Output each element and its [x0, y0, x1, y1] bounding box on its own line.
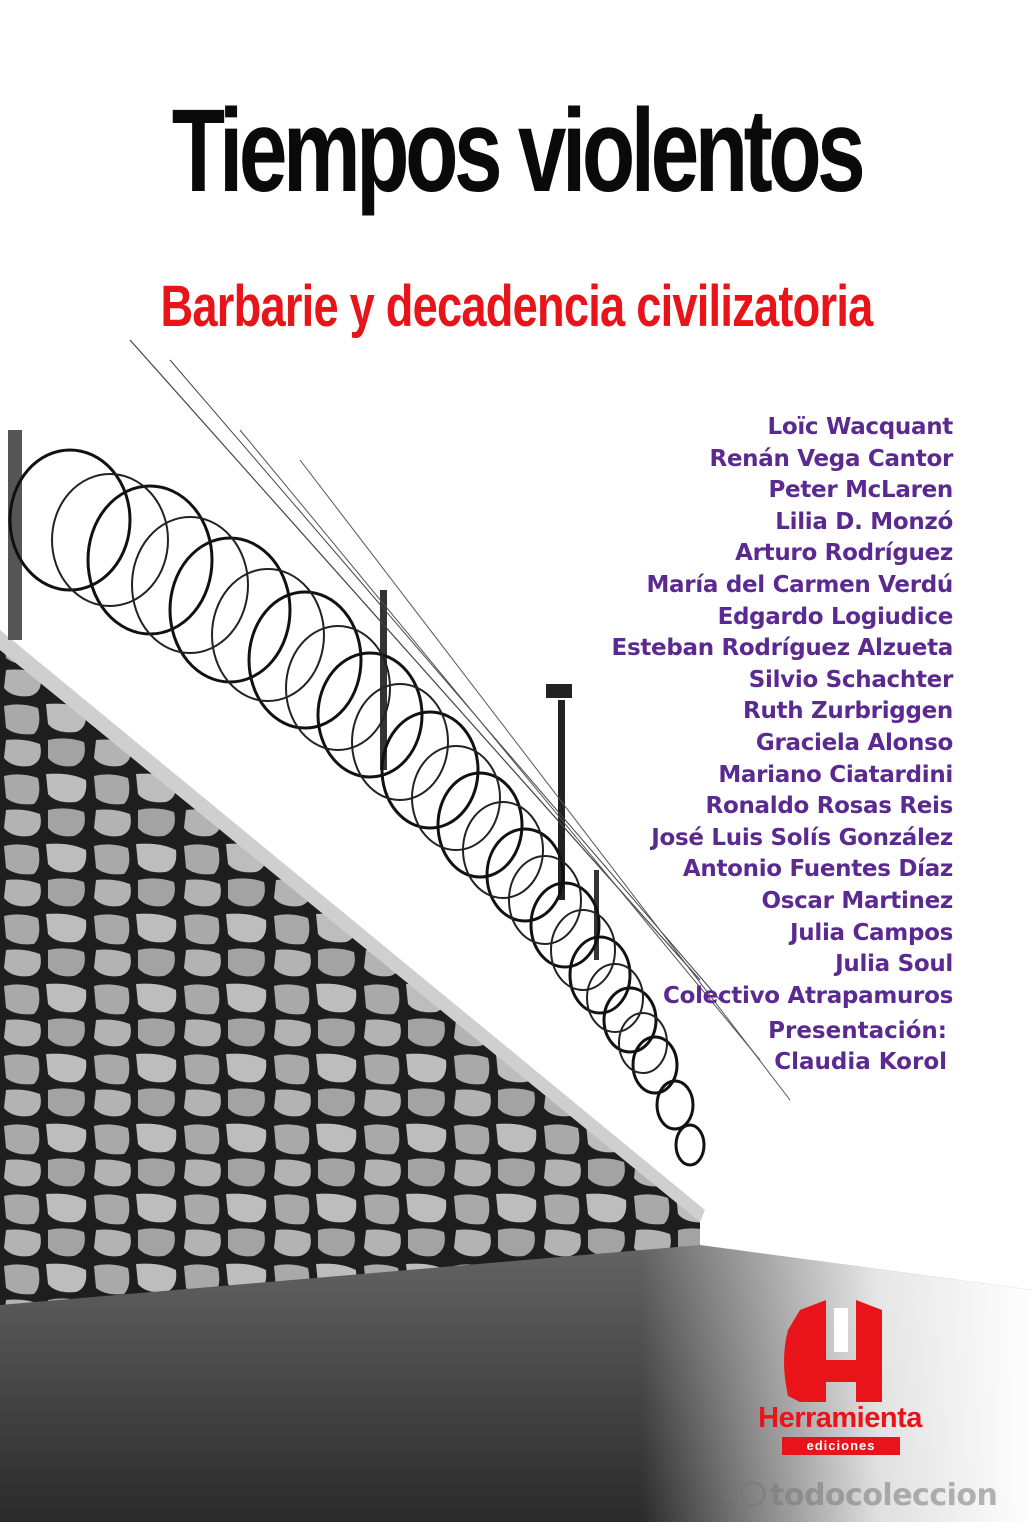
- author-name: Antonio Fuentes Díaz: [682, 856, 953, 883]
- presentation-credit: [768, 1016, 947, 1078]
- author-name: Graciela Alonso: [755, 729, 953, 756]
- watermark-logo-icon: [740, 1481, 766, 1507]
- author-name: Ruth Zurbriggen: [743, 698, 953, 725]
- author-name: Edgardo Logiudice: [717, 603, 953, 630]
- presentation-label: Presentación:: [768, 1018, 947, 1044]
- author-name: Mariano Ciatardini: [718, 761, 953, 788]
- author-name: Julia Soul: [835, 951, 953, 978]
- author-name: Esteban Rodríguez Alzueta: [611, 635, 953, 662]
- author-name: José Luis Solís González: [651, 824, 953, 851]
- author-name: Peter McLaren: [768, 477, 953, 504]
- watermark: [740, 1478, 997, 1513]
- author-name: Colectivo Atrapamuros: [663, 982, 953, 1009]
- author-name: Loïc Wacquant: [767, 414, 953, 440]
- author-name: María del Carmen Verdú: [646, 571, 953, 598]
- author-name: Ronaldo Rosas Reis: [705, 793, 953, 820]
- author-list: [612, 412, 953, 1012]
- publisher-name: Herramienta: [758, 1402, 922, 1434]
- author-name: Arturo Rodríguez: [735, 540, 953, 567]
- book-subtitle: Barbarie y decadencia civilizatoria: [160, 274, 873, 339]
- publisher-imprint: ediciones: [782, 1437, 900, 1455]
- author-name: Silvio Schachter: [748, 666, 953, 693]
- author-name: Oscar Martinez: [761, 887, 953, 914]
- book-title: Tiempos violentos: [171, 85, 862, 217]
- author-name: Renán Vega Cantor: [709, 445, 953, 472]
- author-name: Julia Campos: [790, 919, 953, 946]
- watermark-text: todocoleccion: [770, 1478, 998, 1513]
- presentation-name: Claudia Korol: [774, 1049, 947, 1075]
- author-name: Lilia D. Monzó: [775, 508, 953, 535]
